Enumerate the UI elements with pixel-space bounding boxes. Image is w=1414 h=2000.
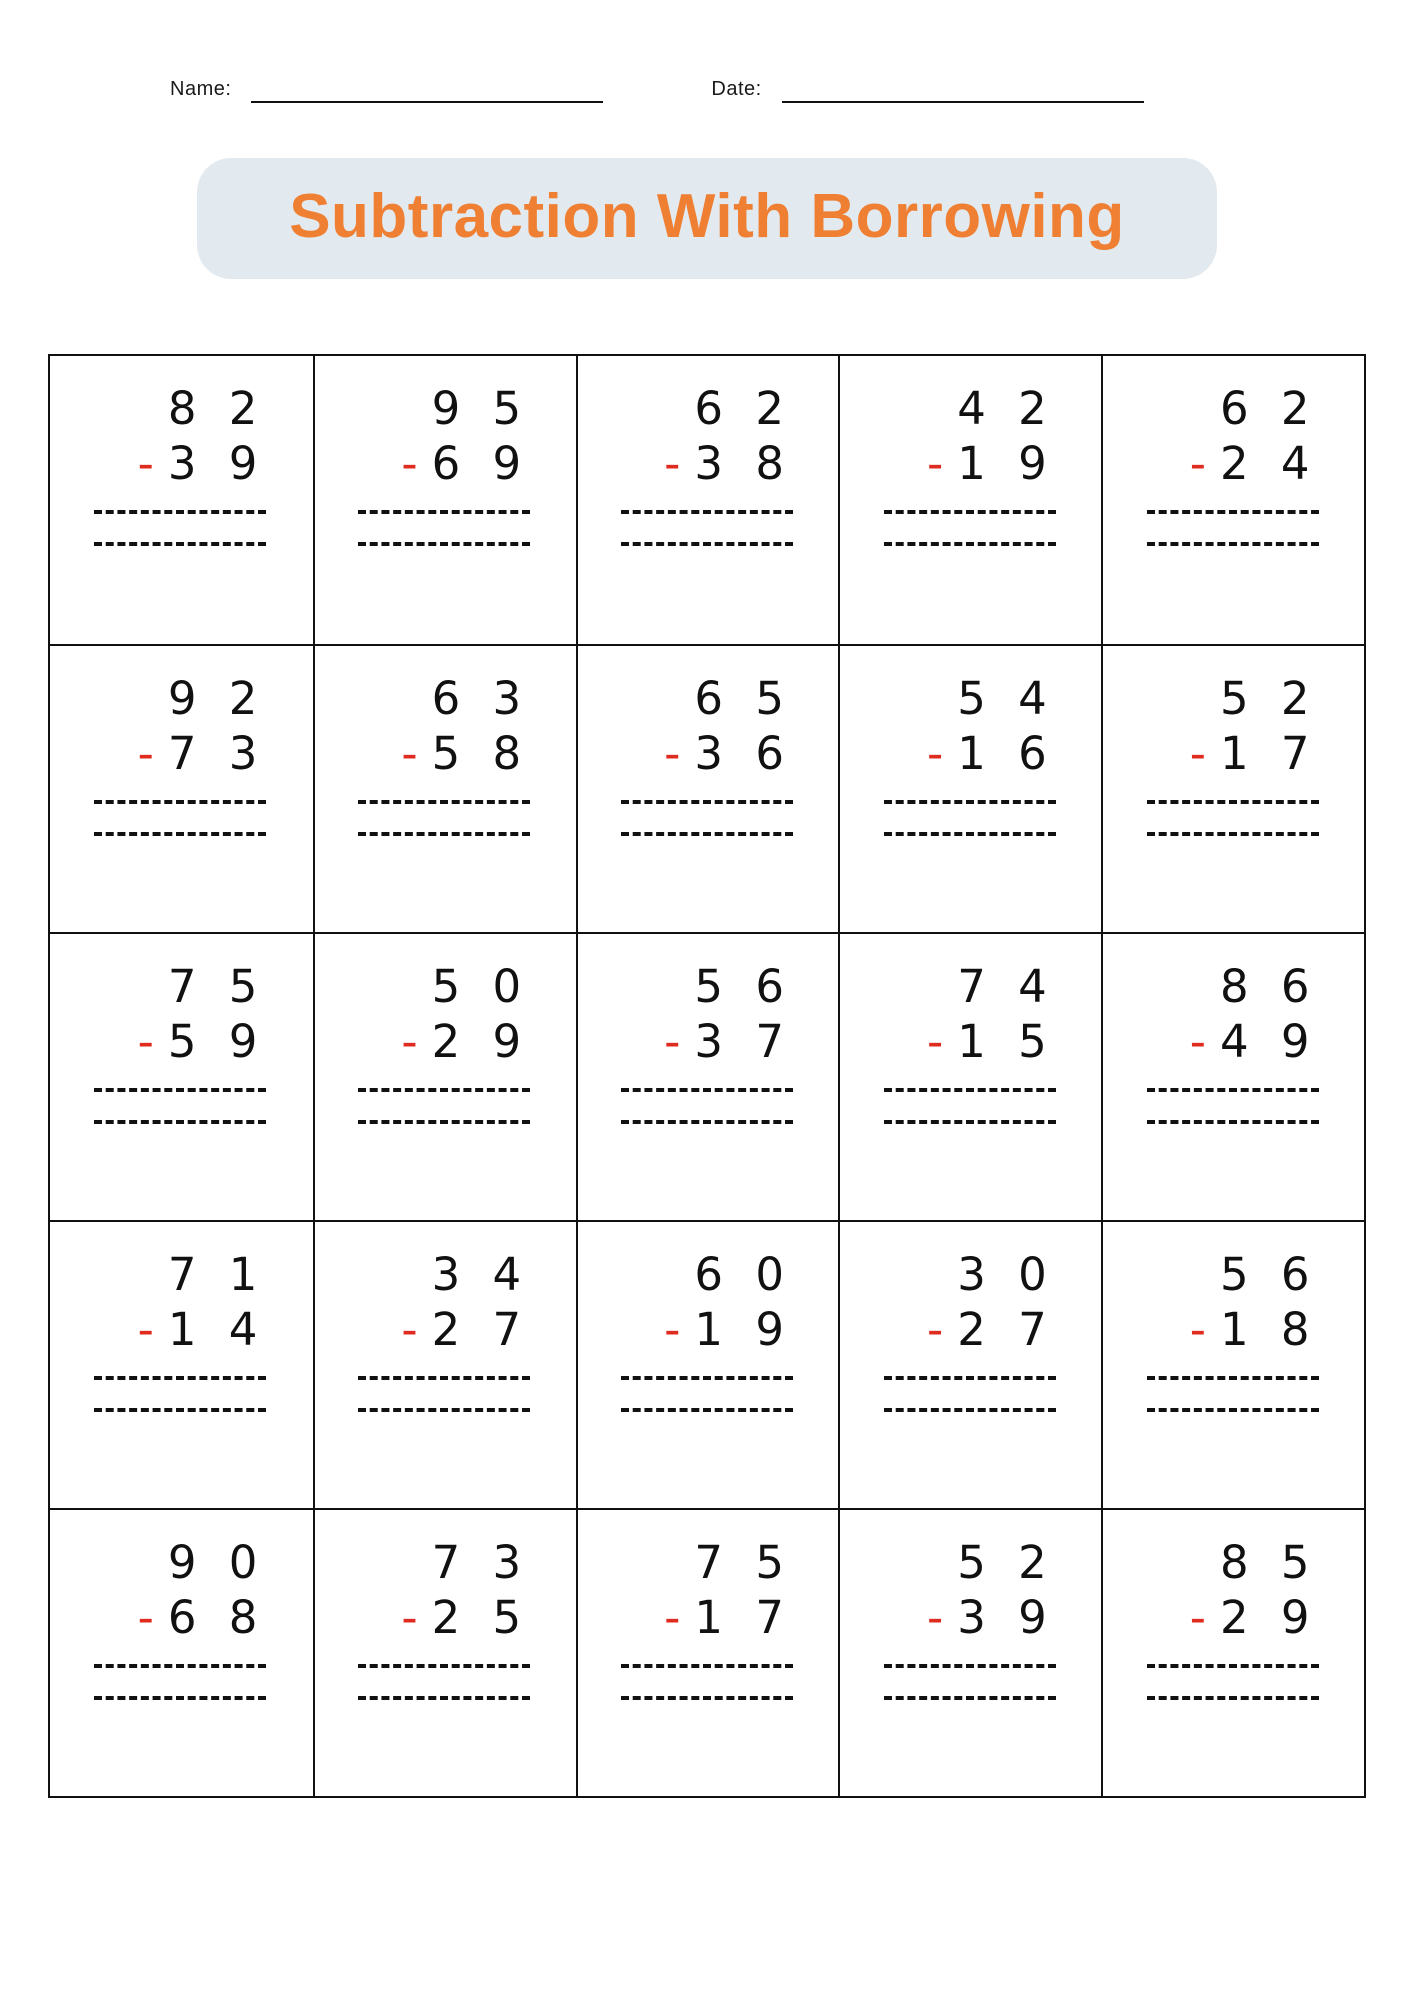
minus-operator: -: [137, 1302, 154, 1356]
answer-line-2[interactable]: [621, 542, 793, 546]
problem-cell[interactable]: [838, 1220, 1101, 1508]
problem-cell[interactable]: [1101, 932, 1364, 1220]
minus-operator: -: [926, 1014, 944, 1068]
answer-line-2[interactable]: [621, 1696, 793, 1700]
answer-line-1[interactable]: [1147, 510, 1319, 514]
answer-line-1[interactable]: [94, 510, 266, 514]
title-pill: [197, 158, 1217, 279]
answer-line-1[interactable]: [94, 1376, 266, 1380]
problem-cell[interactable]: [50, 1220, 313, 1508]
problem-cell[interactable]: [1101, 644, 1364, 932]
subtrahend-row: [354, 1303, 536, 1358]
title-container: [197, 158, 1217, 279]
answer-line-1[interactable]: [358, 1088, 530, 1092]
subtrahend: 3 6: [694, 726, 793, 780]
subtrahend-row: [880, 727, 1062, 782]
page-title: Subtraction With Borrowing: [289, 182, 1125, 251]
problem-cell[interactable]: [838, 356, 1101, 644]
subtrahend-row: [1143, 1015, 1325, 1070]
answer-line-1[interactable]: [358, 1664, 530, 1668]
minuend: 6 2: [1220, 382, 1319, 436]
subtrahend: 1 9: [957, 436, 1056, 490]
minus-operator: -: [1189, 436, 1206, 490]
subtrahend-row: [354, 1015, 536, 1070]
answer-line-2[interactable]: [1147, 1696, 1319, 1700]
problem-cell[interactable]: [576, 644, 839, 932]
minus-operator: -: [137, 1014, 154, 1068]
problem-cell[interactable]: [313, 1220, 576, 1508]
subtrahend: 1 4: [167, 1302, 267, 1356]
answer-line-2[interactable]: [1147, 542, 1319, 546]
minuend: 5 2: [1220, 672, 1319, 726]
worksheet-header: [0, 0, 1414, 103]
subtrahend: 3 9: [167, 436, 267, 490]
minus-operator: -: [401, 1302, 418, 1356]
minuend: 7 5: [167, 960, 267, 1014]
minuend: 5 0: [431, 960, 531, 1014]
answer-line-1[interactable]: [94, 1088, 266, 1092]
problem-cell[interactable]: [576, 356, 839, 644]
answer-line-2[interactable]: [621, 1408, 793, 1412]
answer-line-1[interactable]: [94, 800, 266, 804]
subtrahend-row: [1143, 1303, 1325, 1358]
answer-line-1[interactable]: [621, 510, 793, 514]
minus-operator: -: [926, 436, 944, 490]
date-label: Date:: [711, 78, 762, 100]
minuend: 9 5: [431, 382, 531, 436]
answer-line-2[interactable]: [94, 1120, 266, 1124]
subtrahend: 5 8: [431, 726, 531, 780]
subtrahend: 2 4: [1220, 436, 1319, 490]
answer-line-1[interactable]: [884, 510, 1056, 514]
problem-cell[interactable]: [838, 932, 1101, 1220]
minuend: 6 0: [694, 1248, 793, 1302]
answer-line-1[interactable]: [621, 1664, 793, 1668]
problem-cell[interactable]: [313, 1508, 576, 1796]
answer-line-1[interactable]: [884, 1664, 1056, 1668]
answer-line-1[interactable]: [1147, 800, 1319, 804]
minus-operator: -: [137, 436, 154, 490]
subtrahend-row: [880, 1015, 1062, 1070]
problem-cell[interactable]: [313, 644, 576, 932]
problem-cell[interactable]: [313, 932, 576, 1220]
minuend: 8 5: [1220, 1536, 1319, 1590]
answer-line-2[interactable]: [1147, 1120, 1319, 1124]
answer-line-2[interactable]: [1147, 1408, 1319, 1412]
minuend: 6 3: [431, 672, 531, 726]
minuend: 3 0: [957, 1248, 1056, 1302]
minus-operator: -: [401, 1590, 418, 1644]
minus-operator: -: [401, 726, 418, 780]
answer-line-1[interactable]: [358, 800, 530, 804]
subtrahend-row: [90, 1303, 272, 1358]
answer-line-2[interactable]: [358, 1696, 530, 1700]
subtrahend: 1 7: [1220, 726, 1319, 780]
answer-line-1[interactable]: [1147, 1088, 1319, 1092]
subtrahend: 6 9: [431, 436, 531, 490]
subtrahend-row: [617, 727, 799, 782]
answer-line-1[interactable]: [358, 510, 530, 514]
answer-line-2[interactable]: [884, 542, 1056, 546]
minus-operator: -: [926, 726, 944, 780]
subtrahend-row: [1143, 437, 1325, 492]
subtrahend: 3 9: [957, 1590, 1056, 1644]
minus-operator: -: [664, 726, 681, 780]
minus-operator: -: [926, 1590, 944, 1644]
minuend: 8 2: [167, 382, 267, 436]
minuend: 8 6: [1220, 960, 1319, 1014]
minus-operator: -: [1189, 1302, 1206, 1356]
answer-line-2[interactable]: [94, 1408, 266, 1412]
problem-row: [50, 932, 1364, 1220]
problem-cell[interactable]: [838, 644, 1101, 932]
minuend: 5 2: [957, 1536, 1056, 1590]
answer-line-1[interactable]: [621, 1088, 793, 1092]
subtrahend-row: [880, 1303, 1062, 1358]
minus-operator: -: [664, 1014, 681, 1068]
name-write-line[interactable]: [251, 79, 603, 103]
minus-operator: -: [401, 1014, 418, 1068]
subtrahend: 5 9: [167, 1014, 267, 1068]
subtrahend-row: [90, 1591, 272, 1646]
answer-line-2[interactable]: [884, 1120, 1056, 1124]
minuend: 4 2: [957, 382, 1056, 436]
answer-line-1[interactable]: [884, 1088, 1056, 1092]
minus-operator: -: [664, 1590, 681, 1644]
minuend: 5 6: [1220, 1248, 1319, 1302]
subtrahend-row: [354, 1591, 536, 1646]
subtrahend-row: [880, 1591, 1062, 1646]
answer-line-2[interactable]: [94, 1696, 266, 1700]
subtrahend-row: [1143, 727, 1325, 782]
problem-cell[interactable]: [1101, 1508, 1364, 1796]
minus-operator: -: [1189, 726, 1206, 780]
answer-line-2[interactable]: [621, 1120, 793, 1124]
problem-cell[interactable]: [576, 1508, 839, 1796]
answer-line-1[interactable]: [621, 800, 793, 804]
answer-line-2[interactable]: [94, 832, 266, 836]
problem-cell[interactable]: [838, 1508, 1101, 1796]
subtrahend-row: [617, 1591, 799, 1646]
subtrahend: 2 9: [431, 1014, 531, 1068]
problem-cell[interactable]: [576, 1220, 839, 1508]
answer-line-2[interactable]: [94, 542, 266, 546]
subtrahend: 3 7: [694, 1014, 793, 1068]
minuend: 3 4: [431, 1248, 531, 1302]
date-field: [711, 78, 1143, 103]
subtrahend: 2 7: [957, 1302, 1056, 1356]
answer-line-1[interactable]: [884, 800, 1056, 804]
problem-cell[interactable]: [1101, 356, 1364, 644]
answer-line-2[interactable]: [884, 1408, 1056, 1412]
subtrahend: 1 5: [957, 1014, 1056, 1068]
minus-operator: -: [926, 1302, 944, 1356]
problem-cell[interactable]: [50, 1508, 313, 1796]
subtrahend: 2 9: [1220, 1590, 1319, 1644]
subtrahend-row: [617, 1015, 799, 1070]
answer-line-2[interactable]: [1147, 832, 1319, 836]
subtrahend-row: [90, 1015, 272, 1070]
subtrahend-row: [1143, 1591, 1325, 1646]
minuend: 7 3: [431, 1536, 531, 1590]
minuend: 9 0: [167, 1536, 267, 1590]
problem-cell[interactable]: [50, 644, 313, 932]
subtrahend: 7 3: [167, 726, 267, 780]
name-label: Name:: [170, 78, 232, 100]
minus-operator: -: [664, 436, 681, 490]
answer-line-2[interactable]: [358, 542, 530, 546]
subtrahend: 3 8: [694, 436, 793, 490]
minus-operator: -: [137, 1590, 154, 1644]
problem-cell[interactable]: [576, 932, 839, 1220]
answer-line-2[interactable]: [358, 1408, 530, 1412]
answer-line-2[interactable]: [884, 832, 1056, 836]
date-write-line[interactable]: [782, 79, 1144, 103]
subtrahend-row: [354, 727, 536, 782]
minuend: 9 2: [167, 672, 267, 726]
subtrahend: 1 6: [957, 726, 1056, 780]
minuend: 5 6: [694, 960, 793, 1014]
problem-cell[interactable]: [50, 932, 313, 1220]
subtrahend-row: [617, 437, 799, 492]
answer-line-1[interactable]: [884, 1376, 1056, 1380]
answer-line-2[interactable]: [358, 1120, 530, 1124]
subtrahend: 1 9: [694, 1302, 793, 1356]
problem-cell[interactable]: [313, 356, 576, 644]
minus-operator: -: [1189, 1014, 1206, 1068]
minuend: 7 5: [694, 1536, 793, 1590]
problem-row: [50, 1508, 1364, 1796]
minuend: 7 1: [167, 1248, 267, 1302]
subtrahend-row: [354, 437, 536, 492]
subtrahend-row: [90, 727, 272, 782]
minus-operator: -: [664, 1302, 681, 1356]
answer-line-2[interactable]: [621, 832, 793, 836]
subtrahend: 4 9: [1220, 1014, 1319, 1068]
minuend: 7 4: [957, 960, 1056, 1014]
answer-line-2[interactable]: [884, 1696, 1056, 1700]
answer-line-2[interactable]: [358, 832, 530, 836]
subtrahend-row: [617, 1303, 799, 1358]
subtrahend: 2 5: [431, 1590, 531, 1644]
problem-cell[interactable]: [50, 356, 313, 644]
answer-line-1[interactable]: [1147, 1376, 1319, 1380]
minus-operator: -: [137, 726, 154, 780]
answer-line-1[interactable]: [358, 1376, 530, 1380]
problem-cell[interactable]: [1101, 1220, 1364, 1508]
problem-grid: [48, 354, 1366, 1798]
subtrahend: 2 7: [431, 1302, 531, 1356]
subtrahend-row: [90, 437, 272, 492]
minus-operator: -: [401, 436, 418, 490]
subtrahend: 1 8: [1220, 1302, 1319, 1356]
problem-row: [50, 356, 1364, 644]
minuend: 6 5: [694, 672, 793, 726]
subtrahend: 1 7: [694, 1590, 793, 1644]
answer-line-1[interactable]: [621, 1376, 793, 1380]
answer-line-1[interactable]: [94, 1664, 266, 1668]
problem-row: [50, 644, 1364, 932]
subtrahend-row: [880, 437, 1062, 492]
name-field: [170, 78, 603, 103]
subtrahend: 6 8: [167, 1590, 267, 1644]
answer-line-1[interactable]: [1147, 1664, 1319, 1668]
minuend: 6 2: [694, 382, 793, 436]
minus-operator: -: [1189, 1590, 1206, 1644]
problem-row: [50, 1220, 1364, 1508]
minuend: 5 4: [957, 672, 1056, 726]
